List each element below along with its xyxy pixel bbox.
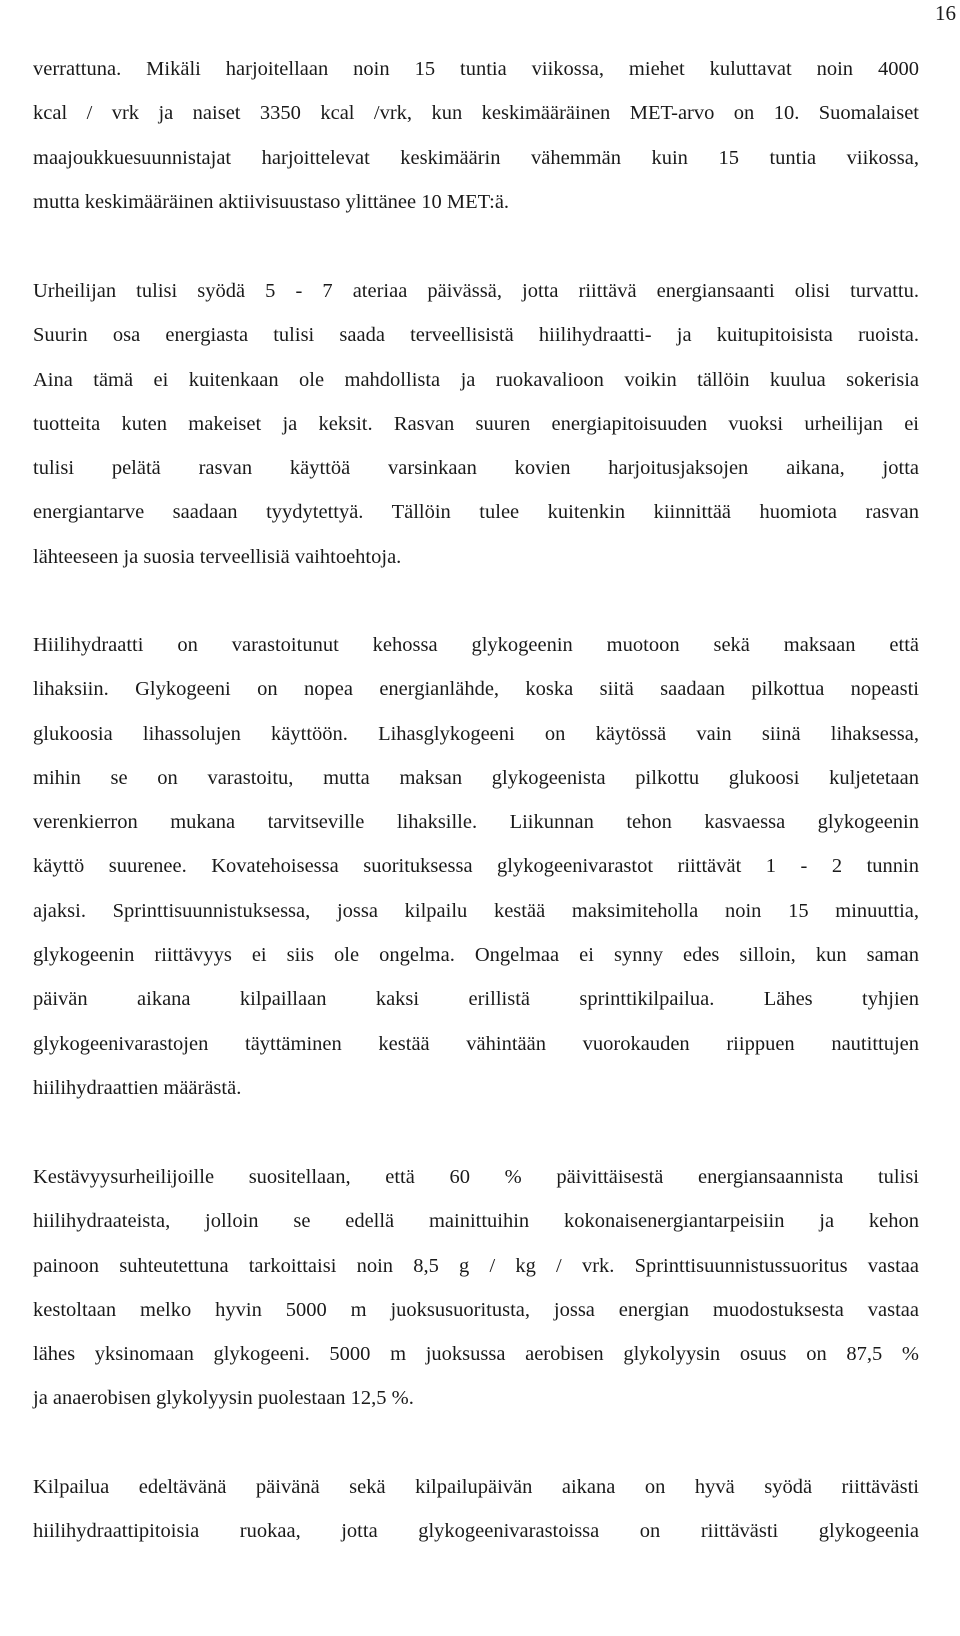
text-line: hiilihydraattien määrästä. [33,1076,242,1099]
text-line: lähes yksinomaan glykogeeni. 5000 m juoksussa aerobisen glykolyysin osuus on 87,5 % [33,1343,919,1366]
text-line: maajoukkuesuunnistajat harjoittelevat keskimäärin vähemmän kuin 15 tuntia viikossa, [33,146,919,169]
text-line: verenkierron mukana tarvitseville lihaksille. Liikunnan tehon kasvaessa glykogeenin [33,811,919,834]
text-line: päivän aikana kilpaillaan kaksi erillistä sprinttikilpailua. Lähes tyhjien [33,988,919,1011]
text-line: tuotteita kuten makeiset ja keksit. Rasvan suuren energiapitoisuuden vuoksi urheilijan ei [33,412,919,435]
paragraph-carbohydrate-recommendation [33,1155,919,1421]
text-line: Hiilihydraatti on varastoitunut kehossa glykogeenin muotoon sekä maksaan että [33,634,919,656]
text-line: glukoosia lihassolujen käyttöön. Lihasglykogeeni on käytössä vain siinä lihaksessa, [33,722,919,745]
text-line: kcal / vrk ja naiset 3350 kcal /vrk, kun keskimääräinen MET-arvo on 10. Suomalaiset [33,102,919,125]
text-line: Aina tämä ei kuitenkaan ole mahdollista ja ruokavalioon voikin tällöin kuulua sokerisia [33,368,919,391]
text-line: mihin se on varastoitu, mutta maksan glykogeenista pilkottu glukoosi kuljetetaan [33,766,919,789]
text-line: painoon suhteutettuna tarkoittaisi noin 8,5 g / kg / vrk. Sprinttisuunnistussuoritus vastaa [33,1254,919,1277]
text-line: Urheilijan tulisi syödä 5 - 7 ateriaa päivässä, jotta riittävä energiansaanti olisi turvattu. [33,280,919,302]
paragraph-meals-per-day [33,269,919,579]
text-line: lähteeseen ja suosia terveellisiä vaihtoehtoja. [33,545,402,568]
text-line: Suurin osa energiasta tulisi saada terveellisistä hiilihydraatti- ja kuitupitoisista ruoista. [33,324,919,347]
text-line: mutta keskimääräinen aktiivisuustaso ylittänee 10 MET:ä. [33,190,510,213]
text-line: glykogeenivarastojen täyttäminen kestää vähintään vuorokauden riippuen nautittujen [33,1032,919,1055]
text-line: energiantarve saadaan tyydytettyä. Tällöin tulee kuitenkin kiinnittää huomiota rasvan [33,501,919,524]
text-line: ja anaerobisen glykolyysin puolestaan 12,5 %. [33,1387,414,1410]
text-line: ajaksi. Sprinttisuunnistuksessa, jossa kilpailu kestää maksimiteholla noin 15 minuuttia, [33,899,919,922]
paragraph-pre-competition [33,1465,919,1554]
paragraph-glycogen-storage [33,623,919,1110]
text-line: Kestävyysurheilijoille suositellaan, että 60 % päivittäisestä energiansaannista tulisi [33,1166,919,1188]
text-line: hiilihydraateista, jolloin se edellä mainittuihin kokonaisenergiantarpeisiin ja kehon [33,1210,919,1233]
text-line: kestoltaan melko hyvin 5000 m juoksusuoritusta, jossa energian muodostuksesta vastaa [33,1298,919,1321]
text-line: Kilpailua edeltävänä päivänä sekä kilpailupäivän aikana on hyvä syödä riittävästi [33,1476,919,1498]
text-line: käyttö suurenee. Kovatehoisessa suorituksessa glykogeenivarastot riittävät 1 - 2 tunnin [33,855,919,878]
paragraph-energy-consumption [33,47,919,224]
text-line: verrattuna. Mikäli harjoitellaan noin 15 tuntia viikossa, miehet kuluttavat noin 4000 [33,58,919,80]
text-line: glykogeenin riittävyys ei siis ole ongelma. Ongelmaa ei synny edes silloin, kun saman [33,944,919,967]
text-line: lihaksiin. Glykogeeni on nopea energianlähde, koska siitä saadaan pilkottua nopeasti [33,678,919,701]
text-line: tulisi pelätä rasvan käyttöä varsinkaan kovien harjoitusjaksojen aikana, jotta [33,457,919,480]
text-line: hiilihydraattipitoisia ruokaa, jotta glykogeenivarastoissa on riittävästi glykogeenia [33,1520,919,1543]
page-number: 16 [935,1,956,25]
